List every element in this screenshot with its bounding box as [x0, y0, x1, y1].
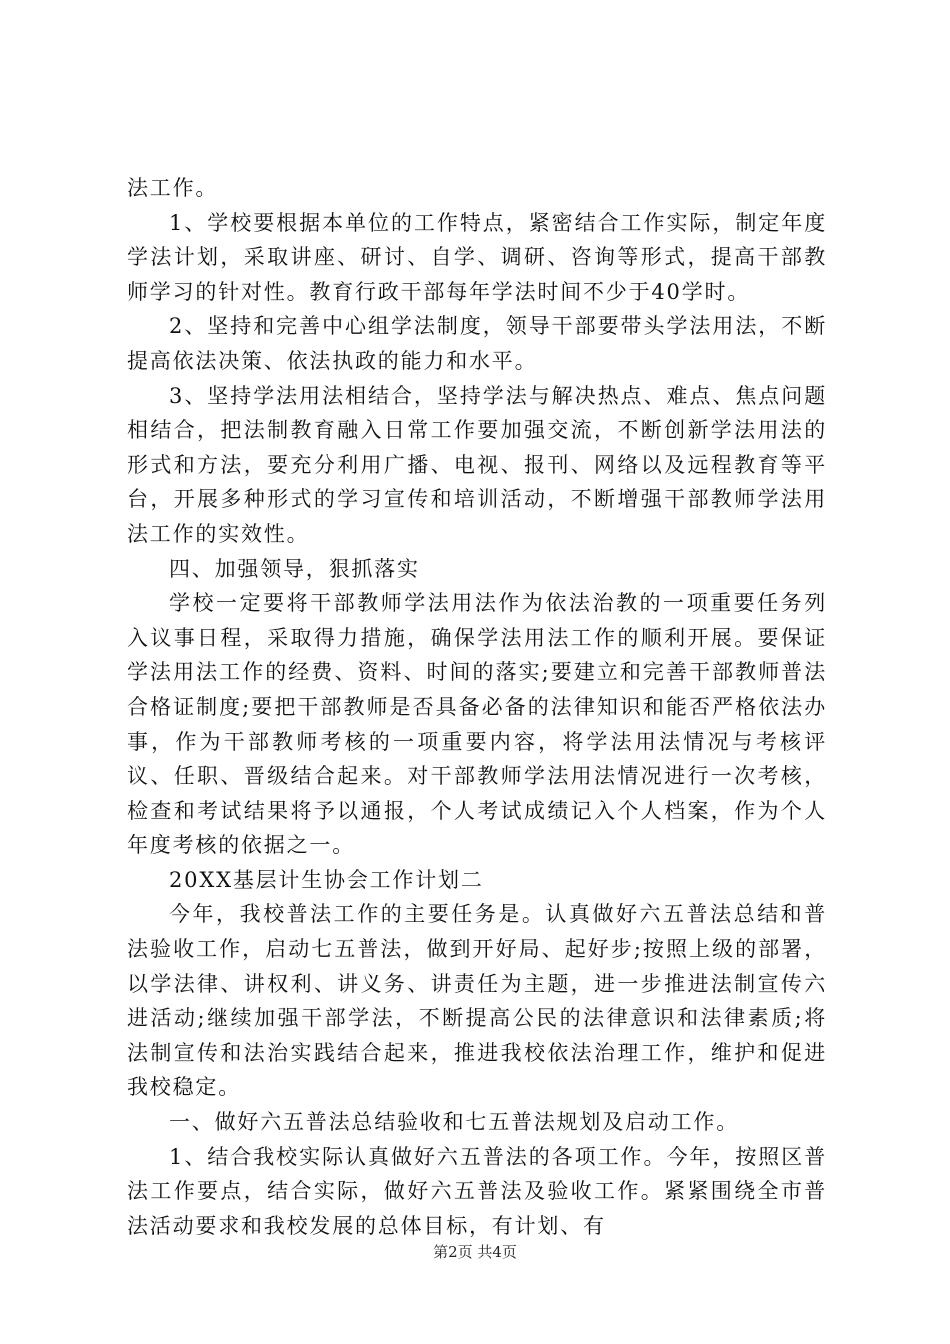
- page-footer: 第2页 共4页: [433, 1243, 517, 1261]
- section-heading-1: 一、做好六五普法总结验收和七五普法规划及启动工作。: [169, 1110, 739, 1135]
- paragraph-6: 学校一定要将干部教师学法用法作为依法治教的一项重要任务列入议事日程，采取得力措施，确保学法用法工作的顺利开展。要保证学法用法工作的经费、资料、时间的落实;要建立和完善干部教师普法合格证制度;要把干部教师是否具备必备的法律知识和能否严格依法办事，作为干部教师考核的一项重要内容，将学法用法情况与考核评议、任职、晋级结合起来。对干部教师学法用法情况进行一次考核，检查和考试结果将予以通报，个人考试成绩记入个人档案，作为个人年度考核的依据之一。: [127, 591, 827, 858]
- paragraph-2: 1、学校要根据本单位的工作特点，紧密结合工作实际，制定年度学法计划，采取讲座、研讨、自学、调研、咨询等形式，提高干部教师学习的针对性。教育行政干部每年学法时间不少于40学时。: [127, 210, 827, 304]
- paragraph-1: 法工作。: [127, 176, 219, 200]
- paragraph-8: 今年，我校普法工作的主要任务是。认真做好六五普法总结和普法验收工作，启动七五普法，做到开好局、起好步;按照上级的部署，以学法律、讲权利、讲义务、讲责任为主题，进一步推进法制宣传六进活动;继续加强干部学法，不断提高公民的法律意识和法律素质;将法制宣传和法治实践结合起来，推进我校依法治理工作，维护和促进我校稳定。: [127, 902, 827, 1100]
- plan-title: 20XX基层计生协会工作计划二: [169, 867, 484, 892]
- document-body: [127, 171, 827, 1243]
- paragraph-3: 2、坚持和完善中心组学法制度，领导干部要带头学法用法，不断提高依法决策、依法执政的能力和水平。: [127, 314, 827, 373]
- paragraph-10: 1、结合我校实际认真做好六五普法的各项工作。今年，按照区普法工作要点，结合实际，做好六五普法及验收工作。紧紧围绕全市普法活动要求和我校发展的总体目标，有计划、有: [127, 1144, 827, 1238]
- section-heading-4: 四、加强领导，狠抓落实: [169, 556, 420, 581]
- paragraph-4: 3、坚持学法用法相结合，坚持学法与解决热点、难点、焦点问题相结合，把法制教育融入日常工作要加强交流，不断创新学法用法的形式和方法，要充分利用广播、电视、报刊、网络以及远程教育等平台，开展多种形式的学习宣传和培训活动，不断增强干部教师学法用法工作的实效性。: [127, 383, 827, 546]
